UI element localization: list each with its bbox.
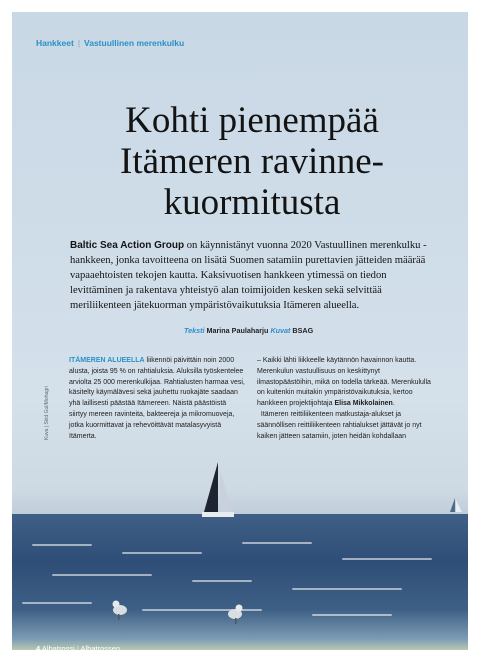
magazine-name: Albatrossi (41, 644, 75, 650)
title-line-3: kuormitusta (163, 182, 341, 223)
body-column-right (257, 356, 433, 442)
article-title (52, 100, 452, 223)
body-column-left (69, 356, 245, 442)
photo-label: Kuvat (270, 326, 291, 335)
breadcrumb (36, 38, 184, 48)
byline (184, 326, 313, 335)
lead-text: on käynnistänyt vuonna 2020 Vastuullinen merenkulku -hankkeen, jonka tavoitteena on lisätä Suomen satamiin purettavien jätteiden määrää vapaaehtoisten tekojen kautta. Kaksivuotisen hankkeen ytimessä on tiedon levittäminen ja rakentava yhteistyö alan toimijoiden kesken sekä selvittää meriliikenteen jätekuorman ympäristövaikutuksia Itämeren alueella. (70, 240, 427, 311)
text-label: Teksti (184, 326, 205, 335)
person-name: Elisa Mikkolainen (334, 400, 393, 408)
magazine-page (12, 12, 468, 650)
title-line-1: Kohti pienempää (125, 100, 379, 141)
seagull-icon (225, 602, 245, 624)
body-right-text-2: . (392, 400, 395, 408)
body-left-text: liikennöi päivittäin noin 2000 alusta, joista 95 % on rahtialuksia. Aluksilla työskentelee arviolta 25 000 merenkulkijaa. Rahtialusten harmaa vesi, käsitelty käymälävesi sekä jauhettu ruokajäte saadaan yhä laillisesti päästää Itämereen. Näistä päästöistä siirtyy mereen ravinteita, bakteereja ja mikromuoveja, jotka kuormittavat ja rehevöittävät matalasyvyistä Itämerta. (69, 357, 245, 440)
title-line-2: Itämeren ravinne- (120, 141, 384, 182)
sailboat-icon (198, 460, 240, 520)
breadcrumb-section: Hankkeet (36, 38, 74, 48)
author-name: Marina Paulaharju (206, 326, 269, 335)
section-kicker: ITÄMEREN ALUEELLA (69, 357, 145, 364)
breadcrumb-topic: Vastuullinen merenkulku (84, 38, 185, 48)
photo-credit: Kuva | Skid Gul/Mohagri (44, 386, 50, 440)
body-right-text-3: Itämeren reittiliikenteen matkustaja-alukset ja säännöllisen reittiliikenteen rahtialukset jättävät jo nyt kaiken jätteen satamiin, joten heidän kohdallaan (257, 410, 422, 440)
page-number: 4 (36, 644, 41, 650)
distant-sailboat-icon (449, 496, 463, 516)
breadcrumb-separator: | (77, 38, 81, 48)
lead-organization: Baltic Sea Action Group (70, 240, 185, 251)
photographer-name: BSAG (292, 326, 314, 335)
sea-photo (12, 514, 468, 650)
page-footer: 4 Albatrossi | Albatrossen (36, 644, 120, 650)
lead-paragraph (70, 238, 430, 313)
seagull-icon (110, 598, 130, 620)
magazine-name-alt: Albatrossen (80, 644, 121, 650)
body-right-text-1: – Kaikki lähti liikkeelle käytännön havainnon kautta. Merenkulun vastuullisuus on keskittynyt ilmastopäästöihin, mikä on todella tärkeää. Merenkululla on kuitenkin muitakin ympäristövaikutuksia, kertoo hankkeen projektijohtaja (257, 357, 431, 408)
